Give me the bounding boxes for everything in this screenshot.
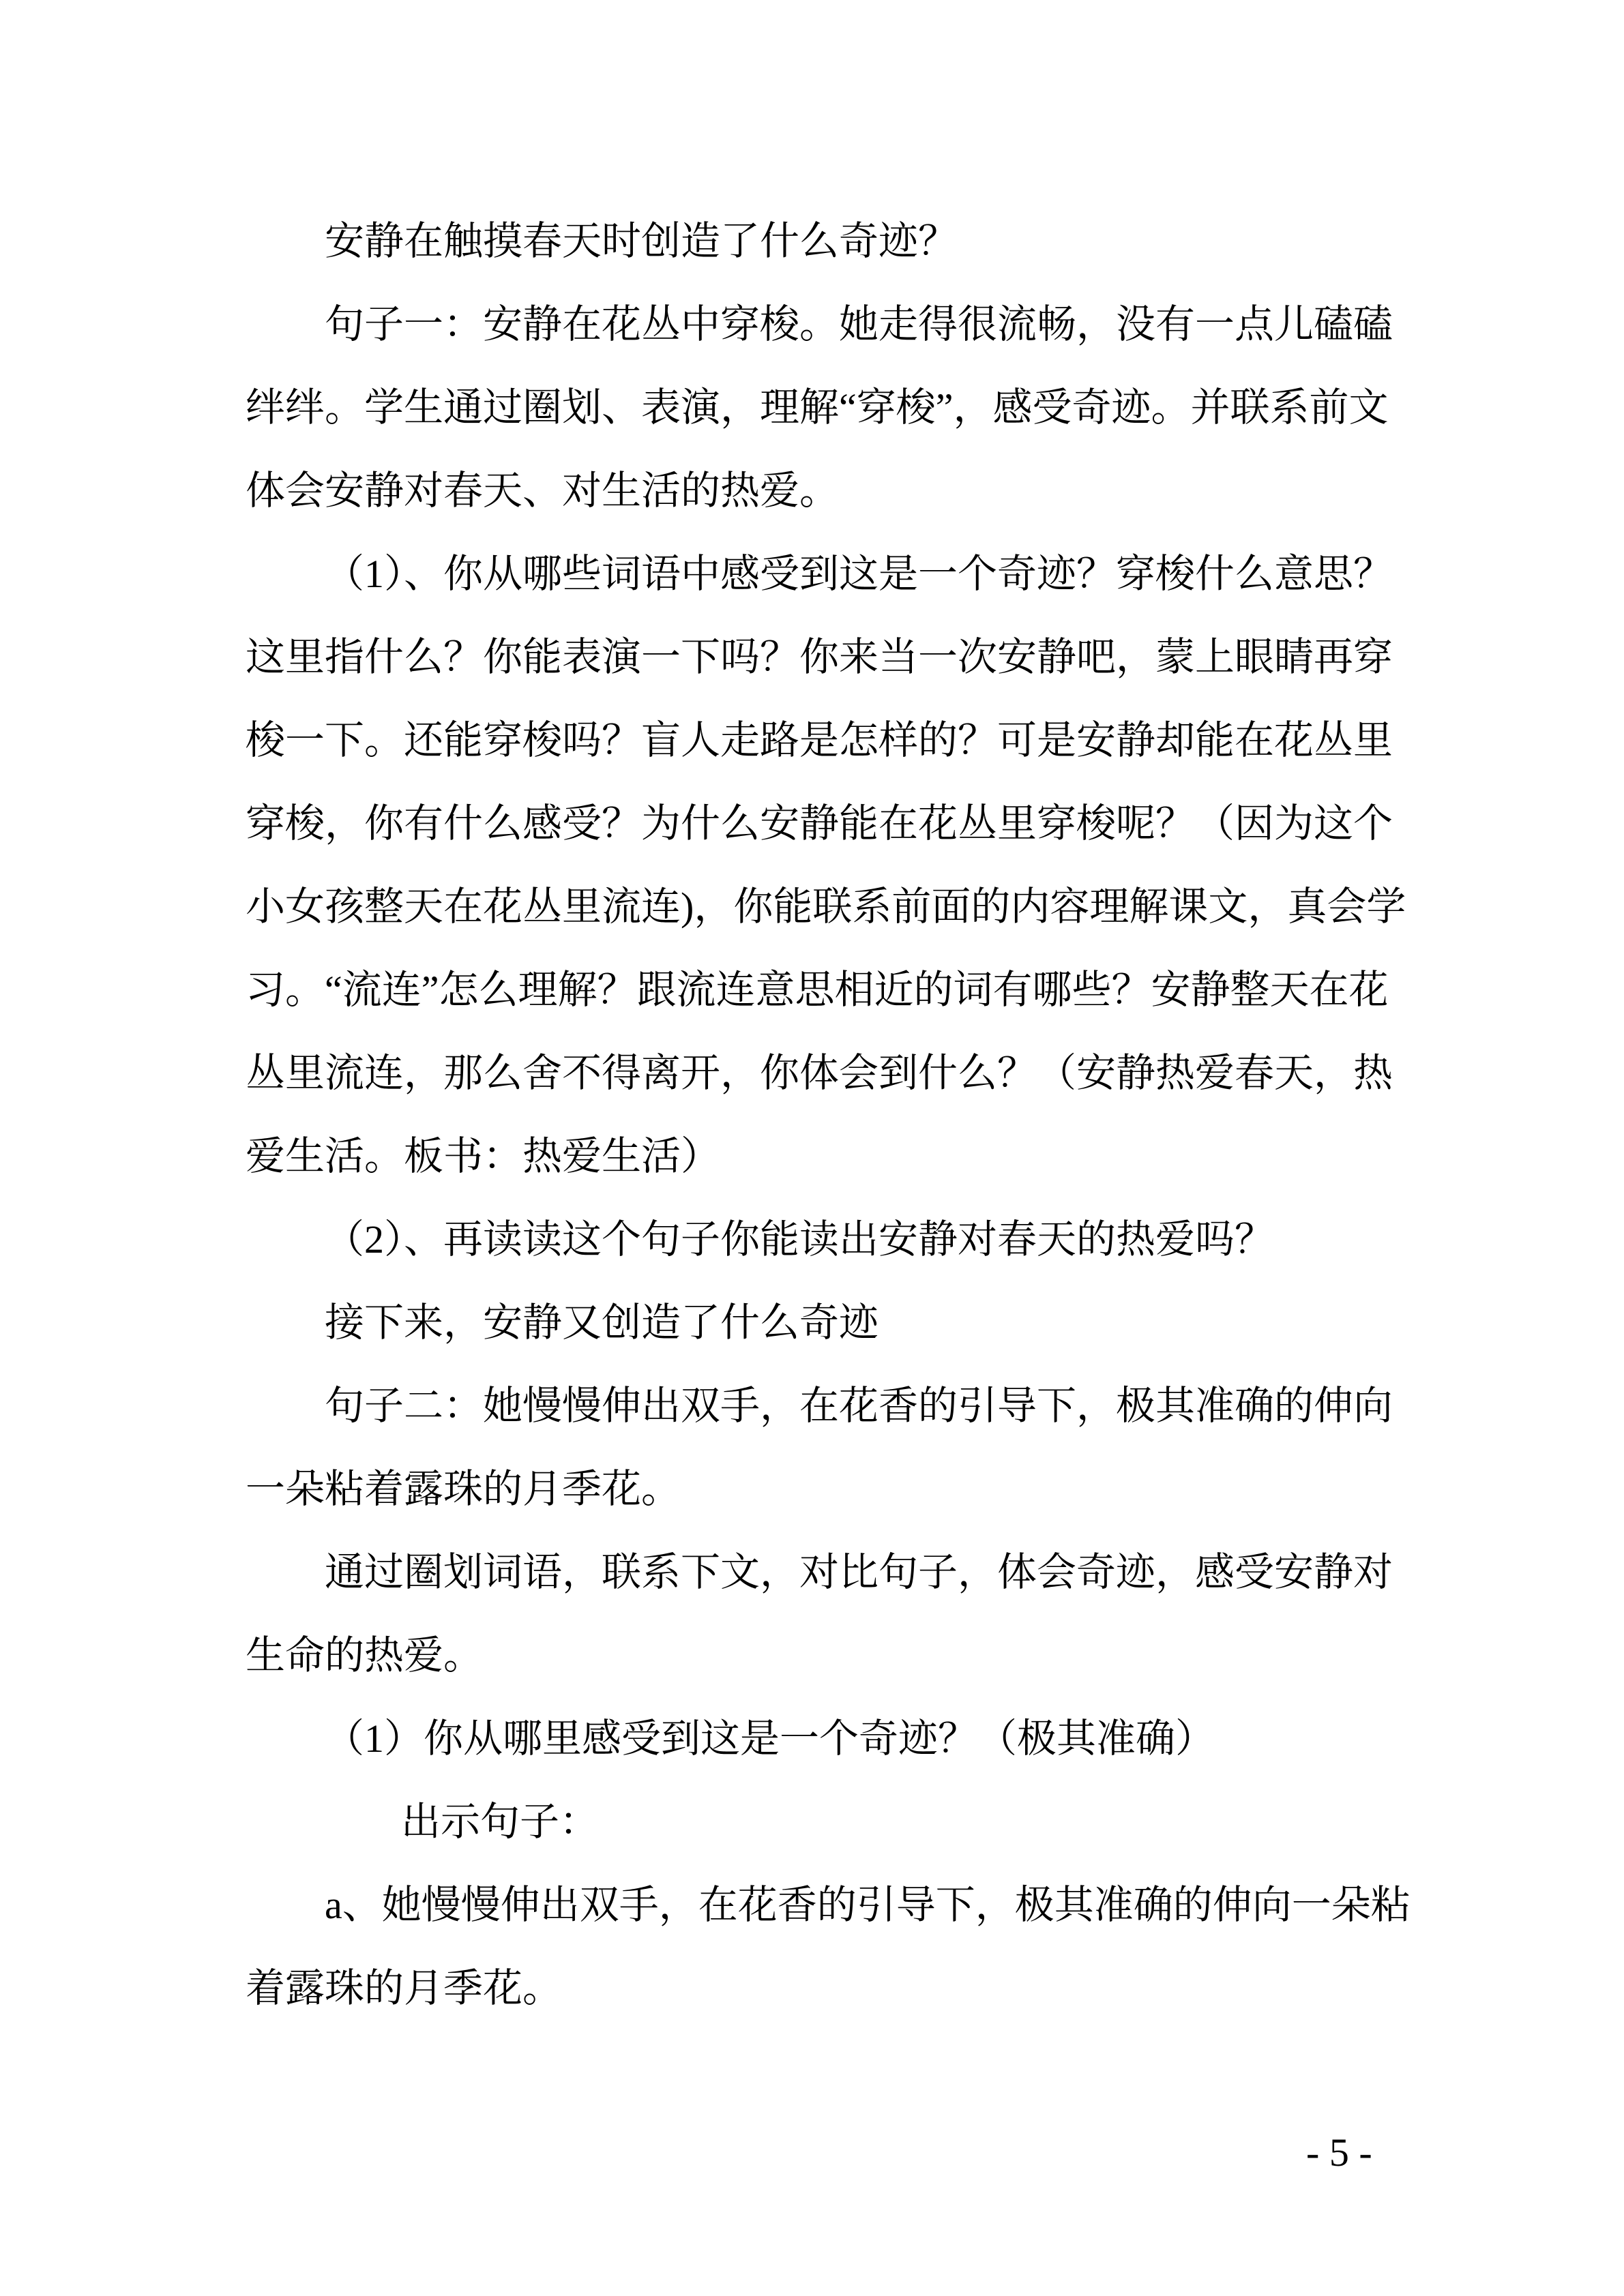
text-line: 通过圈划词语，联系下文，对比句子，体会奇迹，感受安静对 — [325, 1550, 1393, 1594]
text-line: 习。“流连”怎么理解？跟流连意思相近的词有哪些？安静整天在花 — [246, 968, 1389, 1012]
text-line: （1）你从哪里感受到这是一个奇迹？（极其准确） — [325, 1716, 1215, 1761]
document-text-block — [246, 200, 1419, 2030]
text-line: 梭一下。还能穿梭吗？盲人走路是怎样的？可是安静却能在花丛里 — [246, 718, 1393, 762]
text-line: 爱生活。板书：热爱生活） — [246, 1134, 721, 1178]
text-line: 出示句子： — [401, 1800, 600, 1844]
text-line: 丛里流连，那么舍不得离开，你体会到什么？（安静热爱春天，热 — [246, 1051, 1393, 1095]
text-line: 体会安静对春天、对生活的热爱。 — [246, 468, 840, 513]
text-line: 句子二：她慢慢伸出双手，在花香的引导下，极其准确的伸向 — [325, 1384, 1393, 1428]
page-number: - 5 - — [1306, 2130, 1372, 2175]
text-line: 一朵粘着露珠的月季花。 — [246, 1467, 681, 1511]
text-line: 接下来，安静又创造了什么奇迹 — [325, 1300, 879, 1345]
text-line: 穿梭，你有什么感受？为什么安静能在花丛里穿梭呢？（因为这个 — [246, 801, 1393, 846]
text-line: a、她慢慢伸出双手，在花香的引导下，极其准确的伸向一朵粘 — [325, 1883, 1411, 1927]
text-line: 小女孩整天在花丛里流连)，你能联系前面的内容理解课文，真会学 — [246, 884, 1406, 929]
text-line: （1）、你从哪些词语中感受到这是一个奇迹？穿梭什么意思？ — [325, 552, 1393, 596]
text-line: 句子一：安静在花丛中穿梭。她走得很流畅，没有一点儿磕磕 — [325, 302, 1393, 346]
text-line: （2）、再读读这个句子你能读出安静对春天的热爱吗？ — [325, 1217, 1275, 1262]
text-line: 安静在触摸春天时创造了什么奇迹？ — [325, 219, 958, 263]
text-line: 生命的热爱。 — [246, 1633, 484, 1678]
text-line: 这里指什么？你能表演一下吗？你来当一次安静吧，蒙上眼睛再穿 — [246, 635, 1393, 679]
text-line: 绊绊。学生通过圈划、表演，理解“穿梭”，感受奇迹。并联系前文 — [246, 385, 1389, 430]
text-line: 着露珠的月季花。 — [246, 1966, 563, 2010]
